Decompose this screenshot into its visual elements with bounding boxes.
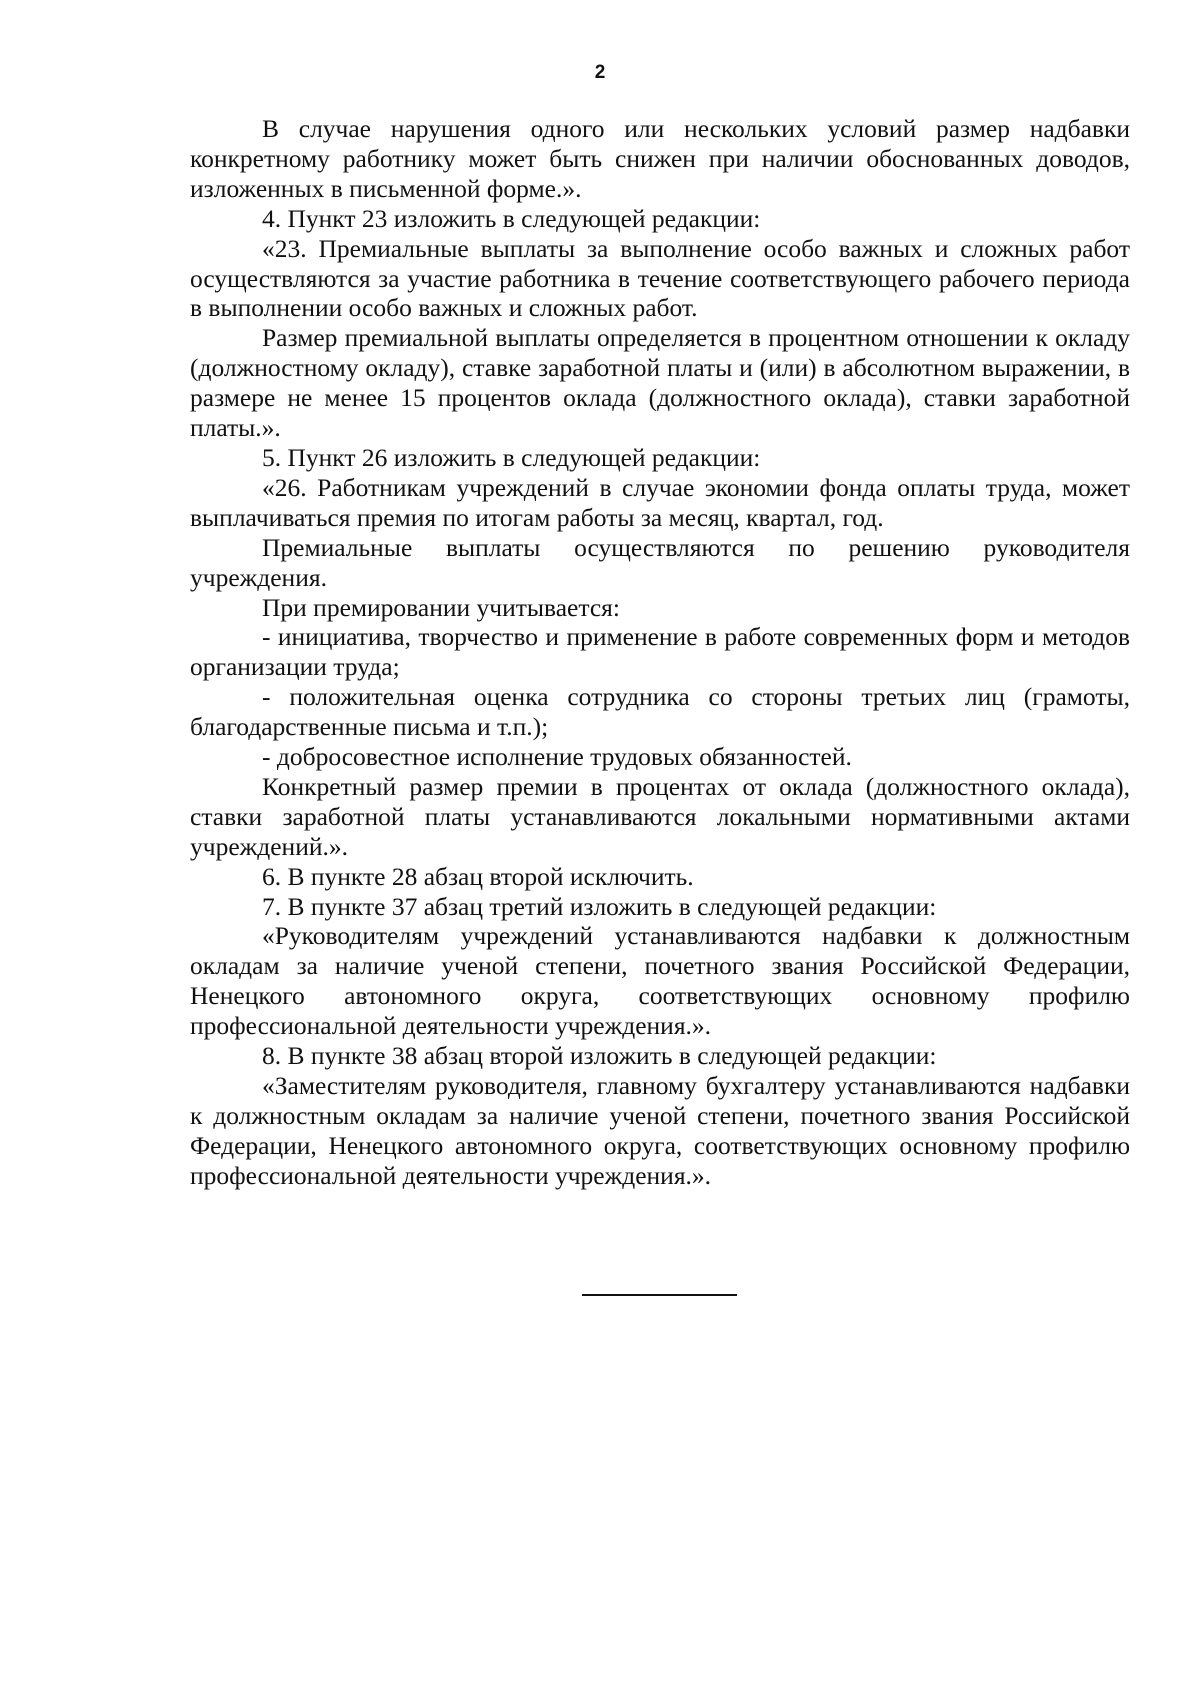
- paragraph: «23. Премиальные выплаты за выполнение особо важных и сложных работ осуществляются за участие работника в течение соответствующего рабочего периода в выполнении особо важных и сложных работ.: [190, 233, 1130, 323]
- paragraph: Конкретный размер премии в процентах от оклада (должностного оклада), ставки заработной платы устанавливаются локальными нормативными актами учреждений.».: [190, 771, 1130, 861]
- paragraph: 4. Пункт 23 изложить в следующей редакции:: [262, 203, 761, 233]
- paragraph: «26. Работникам учреждений в случае экономии фонда оплаты труда, может выплачиваться премия по итогам работы за месяц, квартал, год.: [190, 472, 1130, 532]
- paragraph: При премировании учитывается:: [262, 592, 620, 622]
- paragraph: Размер премиальной выплаты определяется в процентном отношении к окладу (должностному окладу), ставке заработной платы и (или) в абсолютном выражении, в размере не менее 15 процентов оклада (должностного оклада), ставки заработной платы.».: [190, 323, 1130, 443]
- paragraph: «Руководителям учреждений устанавливаются надбавки к должностным окладам за наличие ученой степени, почетного звания Российской Федерации, Ненецкого автономного округа, соответствующих основному профилю профессиональной деятельности учреждения.».: [190, 921, 1130, 1041]
- paragraph: 6. В пункте 28 абзац второй исключить.: [262, 861, 694, 891]
- paragraph: - положительная оценка сотрудника со стороны третьих лиц (грамоты, благодарственные письма и т.п.);: [190, 682, 1130, 742]
- paragraph: 7. В пункте 37 абзац третий изложить в следующей редакции:: [262, 891, 937, 921]
- paragraph: «Заместителям руководителя, главному бухгалтеру устанавливаются надбавки к должностным окладам за наличие ученой степени, почетного звания Российской Федерации, Ненецкого автономного округа, соответствующих основному профилю профессиональной деятельности учреждения.».: [190, 1071, 1130, 1190]
- document-body: [190, 114, 1130, 1191]
- paragraph: В случае нарушения одного или нескольких условий размер надбавки конкретному работнику может быть снижен при наличии обоснованных доводов, изложенных в письменной форме.».: [190, 114, 1130, 203]
- paragraph: 5. Пункт 26 изложить в следующей редакции:: [262, 442, 761, 472]
- paragraph: - инициатива, творчество и применение в работе современных форм и методов организации труда;: [190, 622, 1130, 682]
- paragraph: 8. В пункте 38 абзац второй изложить в следующей редакции:: [262, 1041, 937, 1071]
- paragraph: Премиальные выплаты осуществляются по решению руководителя учреждения.: [190, 532, 1130, 592]
- end-of-document-rule: [582, 1294, 737, 1296]
- page-number: 2: [594, 62, 606, 83]
- paragraph: - добросовестное исполнение трудовых обязанностей.: [262, 742, 852, 772]
